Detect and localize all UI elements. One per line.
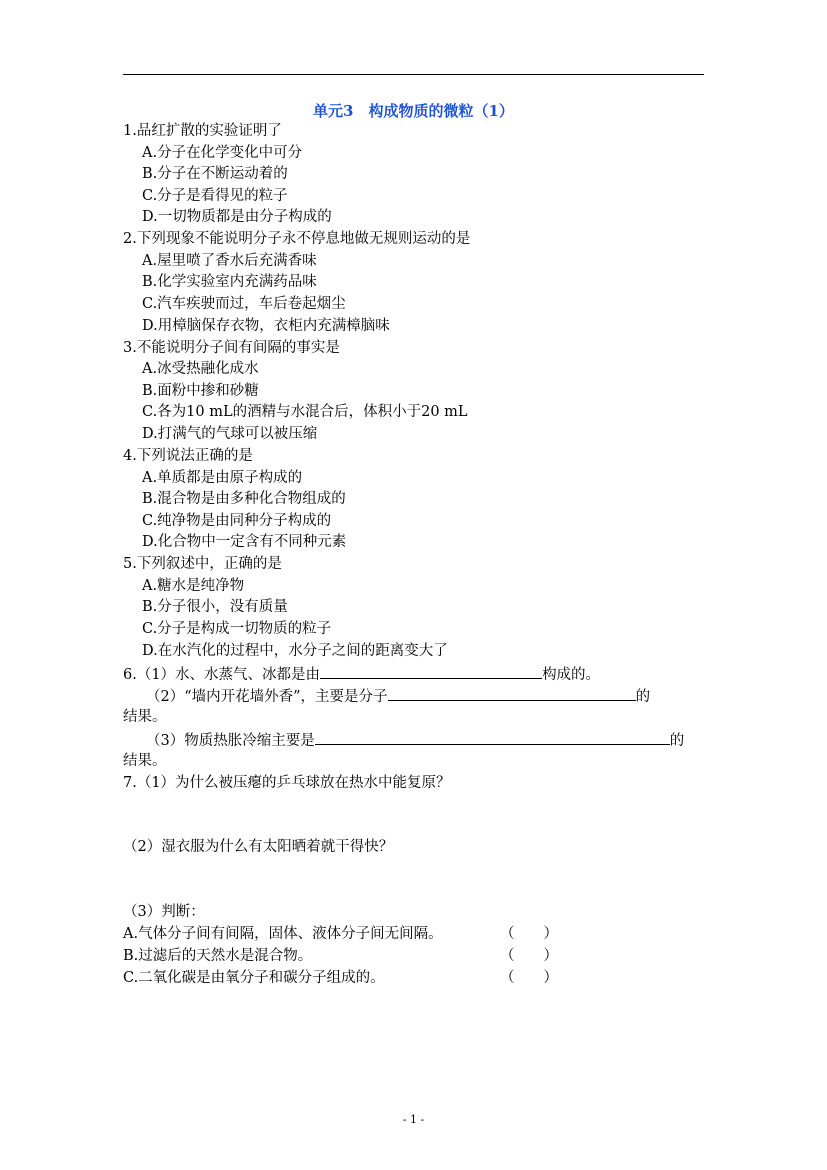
judgment-item: [123, 968, 385, 988]
q6-part3: [146, 729, 684, 751]
q1-stem: 1.品红扩散的实验证明了: [123, 123, 282, 139]
q4-option-d: D.化合物中一定含有不同种元素: [142, 534, 347, 550]
q2-stem: 2.下列现象不能说明分子永不停息地做无规则运动的是: [123, 231, 471, 247]
q6-part2: [146, 685, 650, 707]
judgment-item: [123, 924, 443, 944]
q3-option-d: D.打满气的气球可以被压缩: [142, 426, 318, 442]
q3-option-b: B.面粉中掺和砂糖: [142, 383, 259, 399]
q6-part2-suffix: 的: [635, 689, 651, 705]
q3-stem: 3.不能说明分子间有间隔的事实是: [123, 340, 340, 356]
q6-part3-blank[interactable]: [315, 729, 670, 745]
q5-option-d: D.在水汽化的过程中，水分子之间的距离变大了: [142, 643, 448, 659]
q6-part1-prefix: 6.（1）水、水蒸气、冰都是由: [123, 667, 321, 683]
q5-option-a: A.糖水是纯净物: [142, 578, 245, 594]
judgment-text: A.气体分子间有间隔，固体、液体分子间无间隔。: [123, 926, 443, 942]
page-title: 单元3 构成物质的微粒（1）: [313, 102, 514, 120]
q7-part3: （3）判断：: [123, 904, 205, 920]
q1-option-b: B.分子在不断运动着的: [142, 166, 288, 182]
q2-option-c: C.汽车疾驶而过，车后卷起烟尘: [142, 296, 346, 312]
judgment-text: C.二氧化碳是由氧分子和碳分子组成的。: [123, 970, 385, 986]
q1-option-c: C.分子是看得见的粒子: [142, 188, 288, 204]
judgment-answer-box[interactable]: （ ）: [500, 948, 558, 964]
q6-part2-prefix: （2）“墙内开花墙外香”，主要是分子: [146, 689, 388, 705]
q6-part3-suffix: 的: [669, 733, 685, 749]
q2-option-b: B.化学实验室内充满药品味: [142, 274, 317, 290]
q3-option-c: C.各为10 mL的酒精与水混合后，体积小于20 mL: [142, 404, 468, 420]
q7-part1: 7.（1）为什么被压瘪的乒乓球放在热水中能复原？: [123, 775, 451, 791]
page-number: - 1 -: [402, 1113, 425, 1126]
q5-option-c: C.分子是构成一切物质的粒子: [142, 621, 332, 637]
q6-part1-blank[interactable]: [320, 663, 542, 679]
judgment-answer-box[interactable]: （ ）: [500, 926, 558, 942]
q4-option-a: A.单质都是由原子构成的: [142, 470, 303, 486]
q6-part2-continuation: 结果。: [123, 709, 167, 725]
q2-option-d: D.用樟脑保存衣物，衣柜内充满樟脑味: [142, 318, 390, 334]
judgment-text: B.过滤后的天然水是混合物。: [123, 948, 313, 964]
q2-option-a: A.屋里喷了香水后充满香味: [142, 253, 317, 269]
q5-option-b: B.分子很小，没有质量: [142, 599, 288, 615]
q1-option-a: A.分子在化学变化中可分: [142, 145, 303, 161]
q3-option-a: A.冰受热融化成水: [142, 361, 259, 377]
q6-part2-blank[interactable]: [388, 685, 636, 701]
q4-option-c: C.纯净物是由同种分子构成的: [142, 513, 332, 529]
q4-option-b: B.混合物是由多种化合物组成的: [142, 491, 346, 507]
header-rule: [123, 74, 704, 75]
q1-option-d: D.一切物质都是由分子构成的: [142, 209, 332, 225]
judgment-item: [123, 946, 312, 966]
q5-stem: 5.下列叙述中，正确的是: [123, 556, 282, 572]
q6-part1: [123, 663, 600, 685]
q6-part3-prefix: （3）物质热胀冷缩主要是: [146, 733, 315, 749]
q4-stem: 4.下列说法正确的是: [123, 448, 253, 464]
q6-part1-suffix: 构成的。: [542, 667, 601, 683]
q6-part3-continuation: 结果。: [123, 753, 167, 769]
judgment-answer-box[interactable]: （ ）: [500, 970, 558, 986]
q7-part2: （2）湿衣服为什么有太阳晒着就干得快？: [123, 839, 394, 855]
